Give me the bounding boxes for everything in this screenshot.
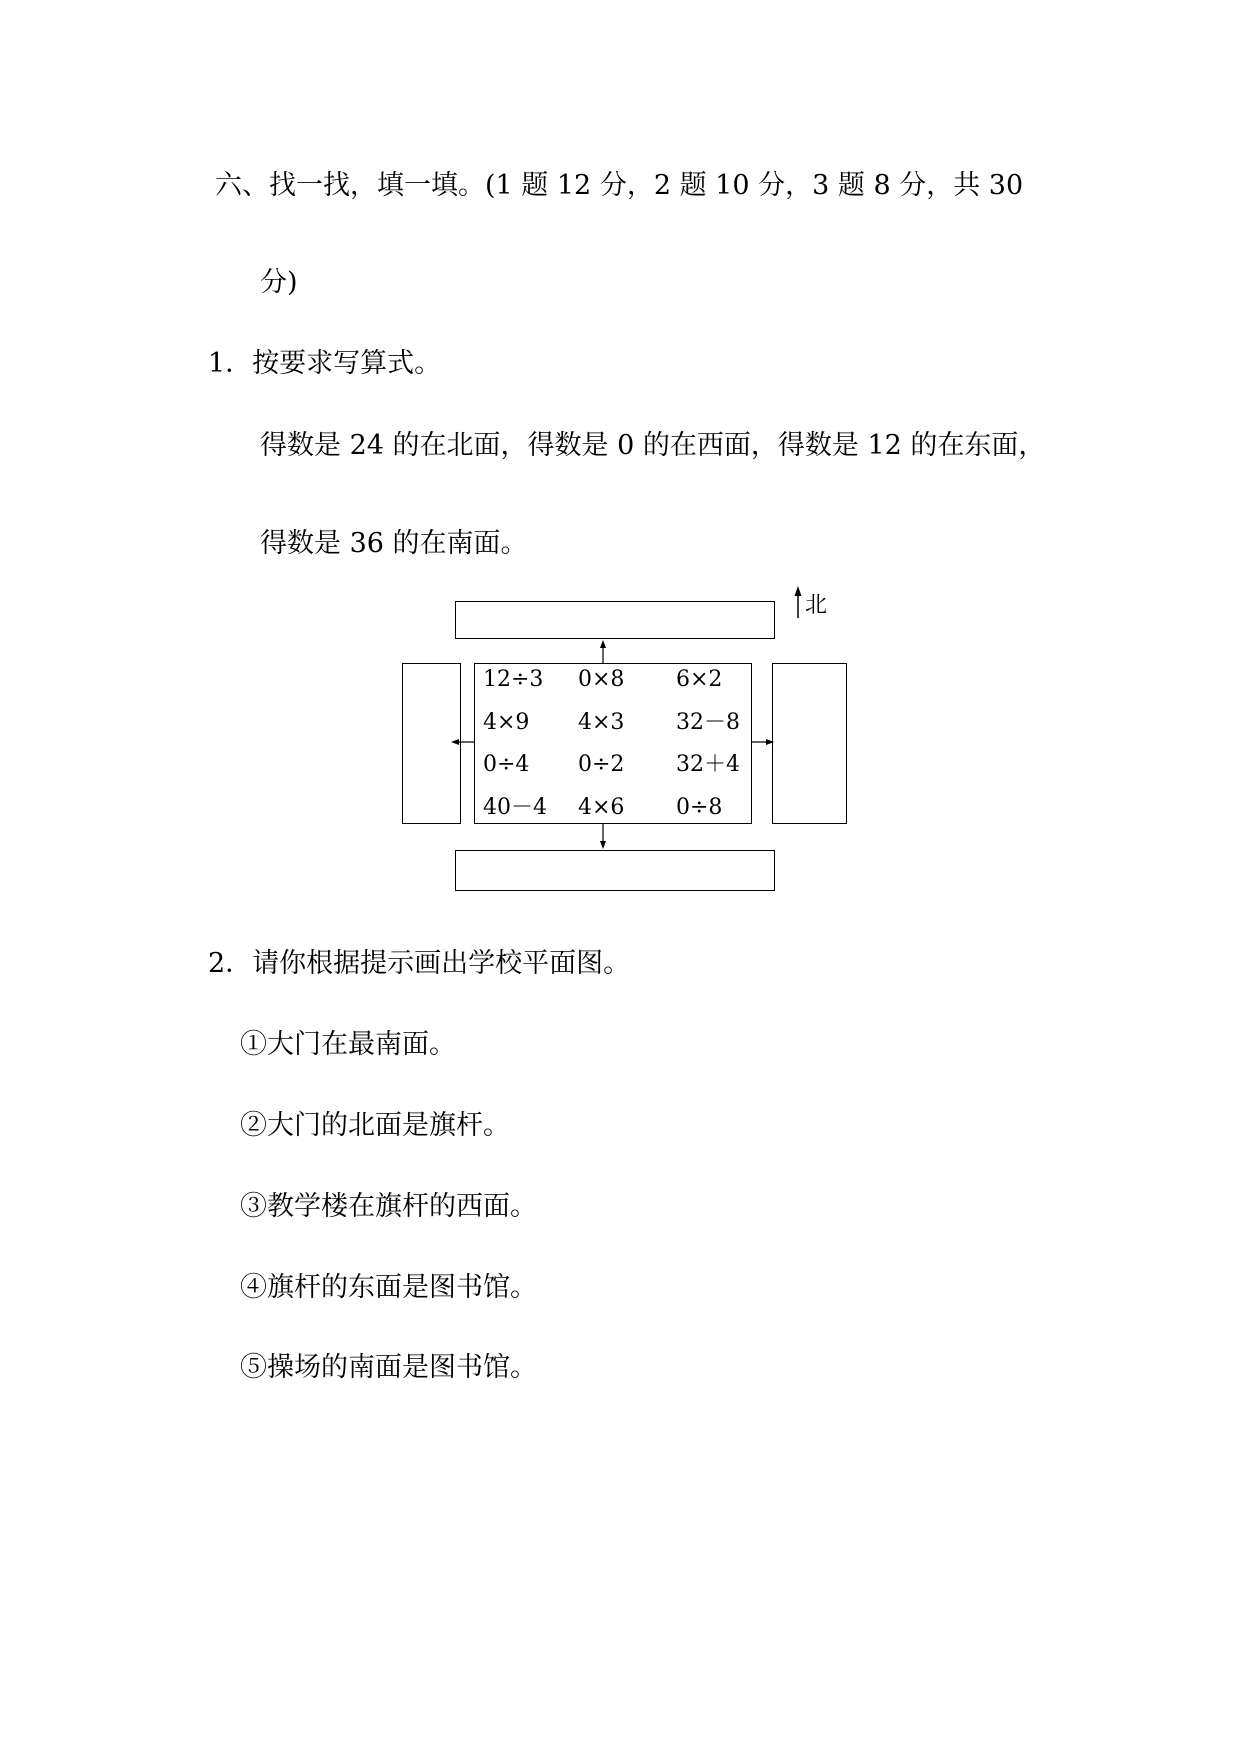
expression-cell: 0÷2 — [578, 752, 625, 777]
question-2-item: ④旗杆的东面是图书馆。 — [240, 1272, 537, 1303]
question-1-title: 1．按要求写算式。 — [208, 348, 442, 379]
expression-cell: 32－8 — [676, 710, 740, 735]
west-answer-box[interactable] — [402, 663, 461, 824]
question-2-item: ①大门在最南面。 — [240, 1029, 456, 1060]
expression-cell: 32＋4 — [676, 752, 740, 777]
question-1-description: 得数是 24 的在北面，得数是 0 的在西面，得数是 12 的在东面， — [260, 430, 1046, 461]
section-heading: 六、找一找，填一填。(1 题 12 分，2 题 10 分，3 题 8 分，共 30 — [215, 170, 1024, 201]
expression-cell: 40－4 — [483, 795, 547, 820]
south-answer-box[interactable] — [455, 850, 775, 891]
question-2-item: ③教学楼在旗杆的西面。 — [240, 1191, 537, 1222]
expression-cell: 0×8 — [578, 667, 625, 692]
expression-cell: 4×3 — [578, 710, 625, 735]
question-2-title: 2．请你根据提示画出学校平面图。 — [208, 948, 631, 979]
expression-cell: 4×6 — [578, 795, 625, 820]
expression-cell: 12÷3 — [483, 667, 544, 692]
north-answer-box[interactable] — [455, 601, 775, 639]
question-2-item: ⑤操场的南面是图书馆。 — [240, 1352, 537, 1383]
east-answer-box[interactable] — [772, 663, 847, 824]
expression-cell: 4×9 — [483, 710, 530, 735]
expression-cell: 0÷8 — [676, 795, 723, 820]
section-heading-continued: 分) — [260, 267, 298, 298]
question-2-item: ②大门的北面是旗杆。 — [240, 1110, 510, 1141]
north-label: 北 — [805, 593, 828, 618]
expression-cell: 6×2 — [676, 667, 723, 692]
question-1-description-continued: 得数是 36 的在南面。 — [260, 528, 528, 559]
expression-cell: 0÷4 — [483, 752, 530, 777]
